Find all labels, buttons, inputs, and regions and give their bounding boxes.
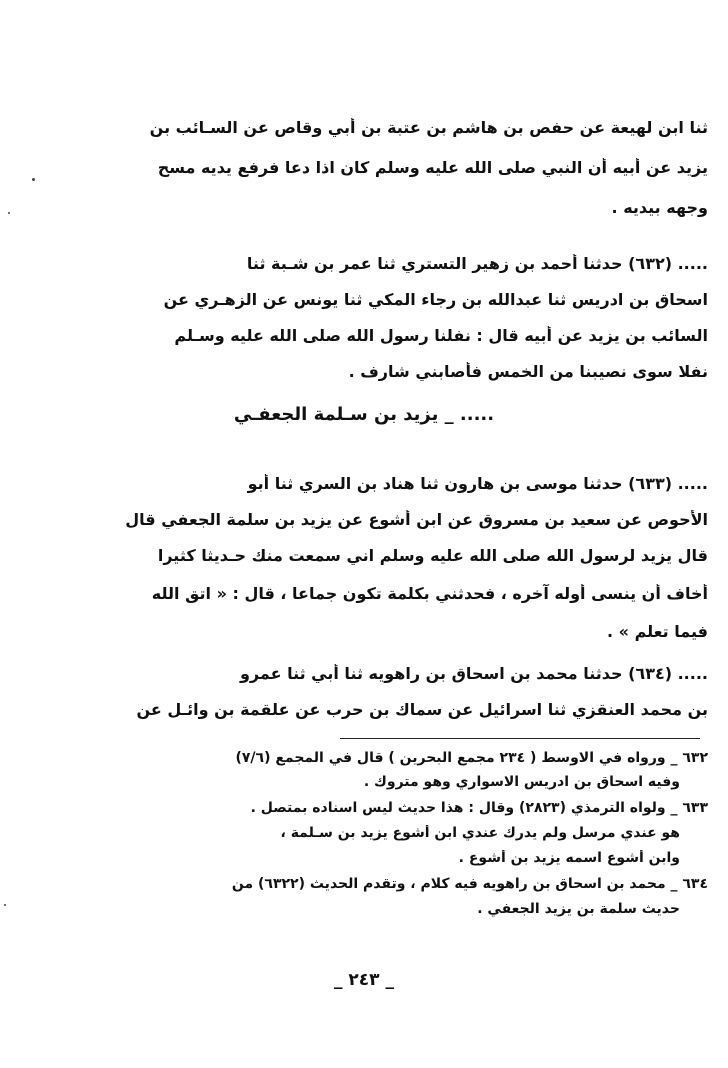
footnote-line: ٦٣٣ _ ولواه الترمذي (٢٨٢٣) وقال : هذا حديث ليس اسناده بمتصل . — [250, 800, 708, 816]
footnote-line: وابن أشوع اسمه يزيد بن أشوع . — [458, 850, 680, 866]
footnote-line: ٦٣٤ _ محمد بن اسحاق بن راهويه فيه كلام ، وتقدم الحديث (٦٣٢٢) من — [231, 876, 708, 892]
text-line: ..... (٦٣٤) حدثنا محمد بن اسحاق بن راهويه ثنا أبي ثنا عمرو — [239, 664, 708, 683]
text-line: ..... (٦٣٣) حدثنا موسى بن هارون ثنا هناد بن السري ثنا أبو — [247, 474, 708, 493]
scan-speck — [8, 212, 10, 214]
footnote-line: هو عندي مرسل ولم يدرك عندي ابن أشوع يزيد بن سـلمة ، — [280, 825, 680, 841]
footnote-divider — [340, 738, 700, 739]
footnote-line: ٦٣٢ _ ورواه في الاوسط ( ٢٣٤ مجمع البحرين ) قال في المجمع (٧/٦) — [235, 750, 708, 766]
text-line: ..... (٦٣٢) حدثنا أحمد بن زهير التستري ثنا عمر بن شـبة ثنا — [246, 254, 708, 273]
footnote-line: وفيه اسحاق بن ادريس الاسواري وهو متروك . — [363, 774, 680, 790]
text-line: فيما تعلم » . — [607, 622, 708, 641]
text-line: السائب بن يزيد عن أبيه قال : نفلنا رسول الله صلى الله عليه وسـلم — [174, 326, 708, 345]
text-line: قال يزيد لرسول الله صلى الله عليه وسلم اني سمعت منك حـديثا كثيرا — [157, 546, 708, 565]
text-line: الأحوص عن سعيد بن مسروق عن ابن أشوع عن يزيد بن سلمة الجعفي قال — [125, 510, 708, 529]
text-line: وجهه بيديه . — [611, 198, 708, 217]
text-line: أخاف أن ينسى أوله آخره ، فحدثني بكلمة تكون جماعا ، قال : « اتق الله — [151, 584, 708, 603]
footnote-line: حديث سلمة بن يزيد الجعفي . — [477, 901, 680, 917]
text-line: نفلا سوى نصيبنا من الخمس فأصابني شارف . — [348, 362, 708, 381]
page-number: _ ٢٤٣ _ — [334, 970, 394, 990]
text-line: بن محمد العنقزي ثنا اسرائيل عن سماك بن حرب عن علقمة بن وائـل عن — [136, 700, 708, 719]
scan-speck — [32, 178, 35, 181]
section-heading: ..... _ يزيد بن سـلمة الجعفـي — [233, 404, 495, 425]
text-line: اسحاق بن ادريس ثنا عبدالله بن رجاء المكي ثنا يونس عن الزهـري عن — [163, 290, 708, 309]
text-line: ثنا ابن لهيعة عن حفص بن هاشم بن عتبة بن أبي وقاص عن السـائب بن — [149, 118, 708, 137]
text-line: يزيد عن أبيه أن النبي صلى الله عليه وسلم كان اذا دعا فرفع يديه مسح — [157, 158, 708, 177]
scan-speck — [4, 904, 6, 906]
